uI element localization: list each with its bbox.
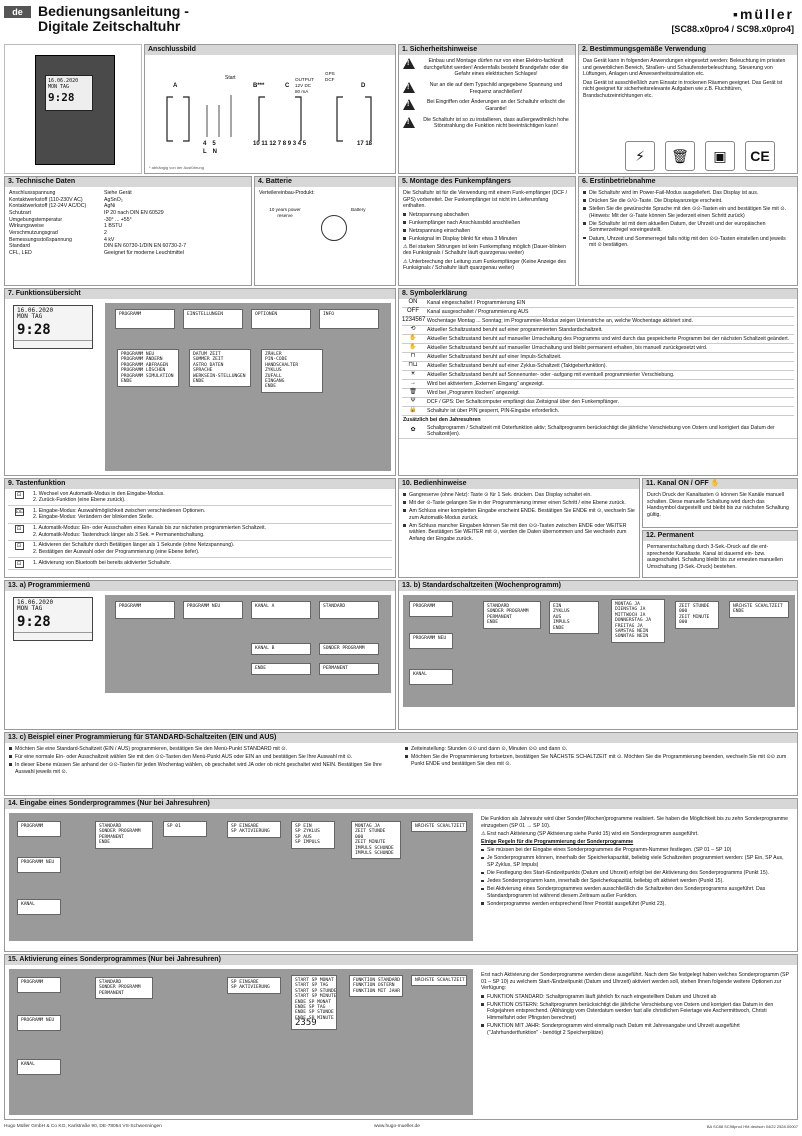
section-first-start: 6. Erstinbetriebnahme Die Schaltuhr wird im Power-Fail-Modus ausgeliefert. Das Display ist aus. Drücken Sie die ⊙/⊙-Taste. Die Displayanzeige erscheint. Stellen Sie die gewünschte Sprache mit den ⊙⊙-Tasten ein und bestätigen Sie mit ⊙. (Hinweis: Mit der ⊙-Taste können Sie jederzeit einen Schritt zurück) Die Schaltuhr ist mit dem aktuellen Datum, der Uhrzeit und der europäischen Sommerzeitregel voreingestellt. Datum, Uhrzeit und Sommerregel falls nötig mit den ⊙⊙-Tasten einstellen und jeweils mit ⊙ bestätigen.	[578, 176, 798, 286]
sp14-col1: STANDARD SONDER PROGRAMM PERMANENT ENDE	[95, 821, 153, 849]
tech-data-row: Anschlussspannung Siehe Gerät	[9, 190, 132, 196]
symbol-row: → Wird bei aktiviertem „Externen Eingang“ angezeigt.	[402, 380, 794, 389]
symbol-row: OFF Kanal ausgeschaltet / Programmierung AUS	[402, 308, 794, 317]
special-program-activation-title: 15. Aktivierung eines Sonderprogrammes (Nur bei Jahresuhren)	[5, 955, 797, 965]
electrician-warning-icon: ⚡	[625, 141, 655, 171]
sp14-col6: NÄCHSTE SCHALTZEIT	[411, 821, 467, 832]
sp14-col4: SP EIN SP ZYKLUS SP AUS SP IMPULS	[291, 821, 335, 849]
section-safety: 1. Sicherheitshinweise ! Einbau und Montage dürfen nur von einer Elektro-fachkraft durchgeführt werden! Andernfalls besteht Brandgefahr oder die Gefahr eines elektrischen Schlages! ! Nur an die auf dem Typschild angegebene Spannung und Frequenz anschließen! ! Bei Eingriffen oder Änderungen an der Schaltuhr erlischt die Garantie! ! Die Schaltuhr ist so zu installieren, dass außergewöhnlich hohe Störstrahlung die Funktion nicht beeinträchtigen kann!	[398, 44, 576, 174]
ce-mark-icon: CE	[745, 141, 775, 171]
warning-icon	[403, 82, 415, 93]
battery-label: Battery	[351, 207, 366, 212]
footer-web[interactable]: www.hugo-mueller.de	[374, 1124, 420, 1129]
symbol-row: 1234567 Wochentage Montag ... Sonntag; im Programmier-Modus zeigen Unterstriche an, welche Wochentage aktiviert sind.	[402, 317, 794, 326]
wiring-label-b: B***	[253, 83, 265, 89]
operating-notes-title: 10. Bedienhinweise	[399, 479, 639, 489]
hand-icon: ✋	[710, 480, 720, 487]
key-button-icon: ⊡	[8, 491, 30, 504]
key-function-row: ⊡ 1. Wechsel von Automatik-Modus in den Eingabe-Modus. 2. Zurück-Funktion (eine Ebene zurück).	[8, 489, 392, 506]
symbol-row: ⟲ Aktueller Schaltzustand beruht auf einer programmierten Standardschaltzeit.	[402, 326, 794, 335]
section-permanent: 12. Permanent Permanentschaltung durch 3-Sek.-Druck auf die ent-sprechende Kanaltaste. Kanal ist dauernd ein- bzw. ausgeschaltet. Schaltung bleibt bis zur erneuten manuellen Umschaltung (3-Sek.-Druck) bestehen.	[642, 530, 798, 578]
symbol-icon: ✋	[409, 344, 417, 351]
terminals-ln: L N	[203, 149, 218, 155]
first-start-title: 6. Erstinbetriebnahme	[579, 177, 797, 187]
tech-data-row: Standard DIN EN 60730-1/DIN EN 60730-2-7	[9, 243, 187, 250]
battery-caption: 10 years power reserve	[269, 207, 301, 218]
menu-programm: PROGRAMM	[115, 309, 175, 329]
key-functions-table	[5, 489, 395, 570]
special-program-input-title: 14. Eingabe eines Sonderprogrammes (Nur bei Jahresuhren)	[5, 799, 797, 809]
section-standard-times	[398, 580, 798, 730]
terminals-a: 4 5	[203, 141, 216, 147]
sp14-sp01: SP 01	[163, 821, 207, 837]
symbol-row: 🗑 Wird bei „Programm löschen“ angezeigt.	[402, 389, 794, 398]
symbol-row: ✋ Aktueller Schaltzustand beruht auf manueller Umschaltung und bleibt permanent erhalten, bis manuell zurückgesetzt wird.	[402, 344, 794, 353]
key-function-row: ⊡ 1. Aktivieren der Schaltuhr durch Betätigen länger als 1 Sekunde (ohne Netzspannung). 2. Bestätigen der Auswahl oder der Programmierung (eine Ebene tiefer).	[8, 541, 392, 558]
section-channel-on-off: 11. Kanal ON / OFF ✋ Durch Druck der Kanaltasten ⊙ können Sie Kanäle manuell schalten. Diese manuelle Schaltung wird durch das Handsymbol dargestellt und bleibt bis zur nächsten Schaltung gültig.	[642, 478, 798, 528]
menu-13a-kanal-b: KANAL B	[251, 643, 311, 655]
gps-label: GPS DCF	[325, 71, 335, 82]
section-battery: 4. Batterie Verteilereinbau-Produkt: 10 years power reserve Battery	[254, 176, 396, 286]
sp14-col3: SP EINGABE SP AKTIVIERUNG	[227, 821, 281, 838]
symbol-icon: 🔒	[409, 407, 417, 414]
wiring-label-c: C	[285, 83, 290, 89]
section-programming-example: 13. c) Beispiel einer Programmierung für STANDARD-Schaltzeiten (EIN und AUS) Möchten Sie eine Standard-Schaltzeit (EIN / AUS) programmieren, bestätigen Sie den Menü-Punkt STANDARD mit ⊙. Für eine normale Ein- oder Ausschaltzeit wählen Sie mit den ⊙⊙-Tasten den Menü-Punkt AUS oder EIN an und bestätigen Sie Ihre Auswahl mit ⊙. In dieser Ebene müssen Sie anhand der ⊙⊙-Tasten für jeden Wochentag wählen, ob geschaltet wird JA oder ob nicht geschaltet wird NEIN. Bestätigen Sie Ihre Auswahl jeweils mit ⊙. Zeiteinstellung: Stunden ⊙⊙ und dann ⊙, Minuten ⊙⊙ und dann ⊙. Möchten Sie die Programmierung fortsetzen, bestätigen Sie NÄCHSTE SCHALTZEIT mit ⊙. Möchten Sie die Programmierung beenden, wechseln Sie mit ⊙⊙ zum Punkt ENDE und bestätigen Sie dies mit ⊙.	[4, 732, 798, 796]
symbol-icon: OFF	[407, 308, 419, 315]
warning-icon	[403, 99, 415, 110]
symbols-title: 8. Symbolerklärung	[399, 289, 797, 299]
symbol-icon: ☀	[410, 371, 416, 378]
programming-example-title: 13. c) Beispiel einer Programmierung für STANDARD-Schaltzeiten (EIN und AUS)	[5, 733, 797, 743]
sp14-col5: MONTAG JA ZEIT STUNDE 000 ZEIT MINUTE IMPULS SCHUNDE IMPULS SCHUNDE	[351, 821, 401, 859]
sb-col5: NÄCHSTE SCHALTZEIT ENDE	[729, 601, 789, 618]
tech-data-row: Bemessungsstoßspannung 4 kV	[9, 236, 115, 243]
warning-icon	[403, 58, 415, 69]
tech-data-row: Wirkungsweise 1 BSTU	[9, 223, 123, 230]
key-function-row: ⊡ 1. Aktivierung von Bluetooth bei bereits aktivierter Schaltuhr.	[8, 558, 392, 570]
menu-info: INFO	[319, 309, 379, 329]
key-button-icon: ⊡	[8, 560, 30, 568]
key-button-icon: ⊡⊡	[15, 508, 24, 515]
symbol-icon: ⊓	[410, 353, 416, 360]
terminals-numbers: 10 11 12 7 8 9 3 4 5	[253, 141, 307, 147]
sb-col2: EIN ZYKLUS AUS IMPULS ENDE	[549, 601, 599, 634]
section-intended-use: 2. Bestimmungsgemäße Verwendung Das Gerät kann in folgenden Anwendungen eingesetzt werden: Beleuchtung im privaten und gewerblichen Bereich, Straßen- und Schaufensterbeleuchtung, Steuerung von Lüftungen, Anlagen und Anwesenheitssimulation etc. Das Gerät ist ausschließlich zum Einsatz in trockenen Räumen geeignet. Das Gerät ist nicht geeignet für sicherheitsrelevante Aufgaben wie z.B. Fluchttüren, Brandschutzeinrichtungen etc. ⚡ 🗑 ▣ CE	[578, 44, 798, 174]
sb-kanal: KANAL	[409, 669, 453, 685]
sb-col3: MONTAG JA DIENSTAG JA MITTWOCH JA DONNERSTAG JA FREITAG JA SAMSTAG NEIN SONNTAG NEIN	[611, 599, 665, 643]
sp14-kanal: KANAL	[17, 899, 61, 915]
symbol-row: ⊓⊔ Aktueller Schaltzustand beruht auf einer Zyklus-Schaltzeit (Taktgeberfunktion).	[402, 362, 794, 371]
symbol-icon: ⟲	[410, 326, 416, 333]
menu-optionen: OPTIONEN	[251, 309, 311, 329]
battery-title: 4. Batterie	[255, 177, 395, 187]
tech-data-row: CFL, LED Geeignet für moderne Leuchtmittel	[9, 249, 184, 256]
section-special-program-activation: 15. Aktivierung eines Sonderprogrammes (Nur bei Jahresuhren) PROGRAMM PROGRAMM NEU KANAL STANDARD SONDER PROGRAMM PERMANENT SP EINGABE SP AKTIVIERUNG START SP MONAT START SP TAG START SP STUNDE START SP MINUTE ENDE SP MONAT ENDE SP TAG ENDE SP STUNDE ENDE SP MINUTE 2359 FUNKTION STANDARD FUNKTION OSTERN FUNKTION MIT JAHR NÄCHSTE SCHALTZEIT Erst nach Aktivierung der Sonderprogramme werden diese ausgeführt. Nach dem Sie festgelegt haben welches Sonderprogramm (SP 01 – SP 10) zu welchem Start-/Endzeitpunkt (Datum und Uhrzeit) aktiviert werden soll, stehen Ihnen folgende weitere Optionen zur Verfügung: FUNKTION STANDARD: Schaltprogramm läuft jährlich fix nach eingestelltem Datum und Uhrzeit ab FUNKTION OSTERN: Schaltprogramm berücksichtigt die jährliche Verschiebung von Ostern und korrigiert das Datum in den Folgejahren entsprechend. (Abhängig vom Osterdatum werden fast alle christlichen Feiertage wie Aschermittwoch, Christi Himmelfahrt oder Pfingsten berechnet) FUNKTION MIT JAHR: Sonderprogramm wird einmalig nach Datum mit Jahresangabe und Uhrzeit ausgeführt ("Jahrhundertfunktion" - benötigt 2 Speicherplätze)	[4, 954, 798, 1120]
wiring-note: * abhängig von der Ausführung	[149, 165, 204, 170]
menu-13a-sonder: SONDER PROGRAMM	[319, 643, 379, 655]
footer-company: Hugo Müller GmbH & Co KG, Karlstraße 90, DE-78054 VS-Schwenningen	[4, 1124, 162, 1129]
sb-programm-neu: PROGRAMM NEU	[409, 633, 453, 649]
terminal-start: Start	[225, 75, 236, 81]
sp15-col2: SP EINGABE SP AKTIVIERUNG	[227, 977, 281, 994]
standard-times-title: 13. b) Standardschaltzeiten (Wochenprogramm)	[399, 581, 797, 591]
tech-data-row: Umgebungstemperatur -30° ... +55°	[9, 216, 132, 223]
symbols-table	[399, 299, 797, 416]
symbol-icon: ON	[408, 299, 418, 306]
brand-logo: ▪müller	[733, 6, 794, 22]
menu-13a-standard: STANDARD	[319, 601, 379, 619]
symbol-icon: Ψ	[410, 398, 416, 405]
symbol-icon: ✋	[409, 335, 417, 342]
symbol-row: ON Kanal eingeschaltet / Programmierung EIN	[402, 299, 794, 308]
page-header	[4, 4, 798, 40]
terminals-17-18: 17 18	[357, 141, 373, 147]
section-special-program-input: 14. Eingabe eines Sonderprogrammes (Nur bei Jahresuhren) PROGRAMM PROGRAMM NEU KANAL STANDARD SONDER PROGRAMM PERMANENT ENDE SP 01 SP EINGABE SP AKTIVIERUNG SP EIN SP ZYKLUS SP AUS SP IMPULS MONTAG JA ZEIT STUNDE 000 ZEIT MINUTE IMPULS SCHUNDE IMPULS SCHUNDE NÄCHSTE SCHALTZEIT Die Funktion als Jahresuhr wird über Sonder(Wochen)programme realisiert. Sie haben die Möglichkeit bis zu zehn Sonderprogramme einzugeben (SP 01 → SP 10). ⚠ Erst nach Aktivierung (SP Aktivierung siehe Punkt 15) wird ein Sonderprogramm ausgeführt. Einige Regeln für die Programmierung der Sonderprogramme Sie müssen bei der Eingabe eines Sonderprogrammes die Programm-Nummer festlegen. (SP 01 – SP 10) Je Sonderprogramm können, innerhalb der Speicherkapazität, beliebig viele Schaltzeiten programmiert werden: (SP Ein, SP Aus, SP Zyklus, SP Impuls) Die Festlegung des Start-/Endzeitpunkts (Datum und Uhrzeit) erfolgt bei der Aktivierung des Sonderprogramms (Punkt 15). Jedes Sonderprogramm kann, innerhalb der Speicherkapazität, beliebig oft aktiviert werden (Punkt 15). Bei Aktivierung eines Sonderprogrammes werden ausschließlich die Schaltzeiten des Sonderprogramms ausgeführt. Das Standardprogramm ist während diesem Zeitraum außer Funktion. Sonderprogramme werden entsprechend Ihrer Priorität ausgeführt (Punkt 23).	[4, 798, 798, 952]
sb-col1: STANDARD SONDER PROGRAMM PERMANENT ENDE	[483, 601, 541, 629]
section-function-overview	[4, 288, 396, 476]
battery-icon	[321, 215, 347, 241]
double-insulation-icon: ▣	[705, 141, 735, 171]
function-overview-title: 7. Funktionsübersicht	[5, 289, 395, 299]
symbol-icon: 🗑	[409, 389, 417, 396]
safety-title: 1. Sicherheitshinweise	[399, 45, 575, 55]
sb-col4: ZEIT STUNDE 000 ZEIT MINUTE 000	[675, 601, 719, 629]
tech-data-row: Kontaktwerkstoff (110-230V AC) AgSnO₂	[9, 196, 123, 203]
wiring-title: Anschlussbild	[145, 45, 395, 55]
radio-receiver-title: 5. Montage des Funkempfängers	[399, 177, 575, 187]
wiring-label-d: D	[361, 83, 366, 89]
lcd-display: 16.06.2020 MON TAG 9:28	[13, 305, 93, 349]
symbol-row: ⊓ Aktueller Schaltzustand beruht auf einer Impuls-Schaltzeit.	[402, 353, 794, 362]
tech-data-row: Verschmutzungsgrad 2	[9, 229, 107, 236]
symbol-row: Ψ DCF / GPS: Der Schaltcomputer empfängt das Zeitsignal über den Funkempfänger.	[402, 398, 794, 407]
device-photo: 16.06.2020 MON TAG 9:28	[4, 44, 142, 174]
section-symbols: 8. Symbolerklärung ON Kanal eingeschaltet / Programmierung EIN OFF Kanal ausgeschaltet / Programmierung AUS 1234567 Wochentage Montag ... Sonntag; im Programmier-Modus zeigen Unterstriche an, welche Wochentage aktiviert sind. ⟲ Aktueller Schaltzustand beruht auf einer programmierten Standardschaltzeit. ✋ Aktueller Schaltzustand beruht auf manueller Umschaltung des Programms und wird durch das gespeicherte Programm bei der nächsten Schaltzeit geändert. ✋ Aktueller Schaltzustand beruht auf manueller Umschaltung und bleibt permanent erhalten, bis manuell zurückgesetzt wird. ⊓ Aktueller Schaltzustand beruht auf einer Impuls-Schaltzeit. ⊓⊔ Aktueller Schaltzustand beruht auf einer Zyklus-Schaltzeit (Taktgeberfunktion). ☀ Aktueller Schaltzustand beruht auf Sonnenunter- oder -aufgang mit eventuell programmierter Verschiebung. → Wird bei aktiviertem „Externen Eingang“ angezeigt. 🗑 Wird bei „Programm löschen“ angezeigt. Ψ DCF / GPS: Der Schaltcomputer empfängt das Zeitsignal über den Funkempfänger. 🔒 Schaltuhr ist über PIN gesperrt, PIN-Eingabe erforderlich. Zusätzlich bei den Jahresuhren ✿ Schaltprogramm / Schaltzeit mit Osterfunktion aktiv; Schaltprogramm berücksichtigt die jährliche Verschiebung von Ostern und korrigiert das Datum der Schaltzeit(en).	[398, 288, 798, 476]
section-technical-data	[4, 176, 252, 286]
symbol-row: ✋ Aktueller Schaltzustand beruht auf manueller Umschaltung des Programms und wird durch das gespeicherte Programm bei der nächsten Schaltzeit geändert.	[402, 335, 794, 344]
intended-use-title: 2. Bestimmungsgemäße Verwendung	[579, 45, 797, 55]
menu-13a-permanent: PERMANENT	[319, 663, 379, 675]
sp15-col3: START SP MONAT START SP TAG START SP STUNDE START SP MINUTE ENDE SP MONAT ENDE SP TAG ENDE SP STUNDE ENDE SP MINUTE 2359	[291, 975, 337, 1030]
sp15-col5: NÄCHSTE SCHALTZEIT	[411, 975, 467, 986]
menu-13a-ende: ENDE	[251, 663, 311, 675]
sp15-kanal: KANAL	[17, 1059, 61, 1075]
key-button-icon: ⊡	[8, 525, 30, 538]
model-numbers: [SC88.x0pro4 / SC98.x0pro4]	[671, 24, 794, 34]
menu-einstellungen: EINSTELLUNGEN	[183, 309, 243, 329]
easter-icon: ✿	[410, 427, 416, 434]
warning-icon	[403, 117, 415, 128]
channel-on-off-title: 11. Kanal ON / OFF ✋	[643, 479, 797, 489]
sp15-col4: FUNKTION STANDARD FUNKTION OSTERN FUNKTION MIT JAHR	[349, 975, 403, 997]
symbol-row: ☀ Aktueller Schaltzustand beruht auf Sonnenunter- oder -aufgang mit eventuell programmierter Verschiebung.	[402, 371, 794, 380]
section-radio-receiver: 5. Montage des Funkempfängers Die Schaltuhr ist für die Verwendung mit einem Funk-empfänger (DCF / GPS) vorbereitet. Der Funkempfänger ist nicht im Lieferumfang enthalten. Netzspannung abschalten Funkempfänger nach Anschlussbild anschließen Netzspannung einschalten Funksignal im Display blinkt für etwa 3 Minuten ⚠ Bei starken Störungen ist kein Funkempfang möglich (Dauer-blinken des Funksignals / Schaltuhr läuft quarzgenau weiter) ⚠ Unterbrechung der Leitung zum Funkempfänger (Keine Anzeige des Funksignals / Schaltuhr läuft quarzgenau weiter)	[398, 176, 576, 286]
key-functions-title: 9. Tastenfunktion	[5, 479, 395, 489]
submenu-einstellungen: DATUM ZEIT SOMMER ZEIT ASTRO DATEN SPRACHE WERKSEIN-STELLUNGEN ENDE	[189, 349, 251, 387]
key-button-icon: ⊡	[8, 542, 30, 555]
symbol-icon: →	[410, 380, 416, 387]
programming-menu-title: 13. a) Programmiermenü	[5, 581, 395, 591]
permanent-title: 12. Permanent	[643, 531, 797, 541]
sb-programm: PROGRAMM	[409, 601, 453, 617]
symbol-row: 🔒 Schaltuhr ist über PIN gesperrt, PIN-Eingabe erforderlich.	[402, 407, 794, 416]
tech-data-table	[5, 187, 251, 260]
submenu-optionen: ZÄHLER PIN-CODE HANDSCHALTER ZYKLUS ZUFALL EINGANG ENDE	[261, 349, 323, 393]
section-programming-menu	[4, 580, 396, 730]
key-function-row: ⊡ 1. Automatik-Modus: Ein- oder Ausschalten eines Kanals bis zur nächsten programmierten Schaltzeit. 2. Automatik-Modus: Tastendruck länger als 3 Sek. = Permanentschaltung.	[8, 524, 392, 541]
menu-13a-kanal-a: KANAL A	[251, 601, 311, 619]
wiring-label-a: A	[173, 83, 178, 89]
menu-13a-programm: PROGRAMM	[115, 601, 175, 619]
weee-disposal-icon: 🗑	[665, 141, 695, 171]
footer-doc: BA SC88 SC98pro4 HM deutsch 04/22 2528.00007	[706, 1124, 798, 1129]
wiring-diagram	[145, 55, 395, 173]
language-badge: de	[4, 6, 31, 18]
lcd-display-13a: 16.06.2020 MON TAG 9:28	[13, 597, 93, 641]
symbol-icon: 1234567	[402, 317, 426, 324]
key-function-row: ⊡⊡ 1. Eingabe-Modus: Auswahlmöglichkeit zwischen verschiedenen Optionen. 2. Eingabe-Modus: Verändern der blinkenden Stelle.	[8, 506, 392, 523]
output-label: OUTPUT 12V DC 80 mA	[295, 77, 314, 94]
sp14-programm-neu: PROGRAMM NEU	[17, 857, 61, 873]
document-title: Bedienungsanleitung - Digitale Zeitschaltuhr	[38, 3, 189, 34]
submenu-programm: PROGRAMM NEU PROGRAMM ÄNDERN PROGRAMM ABFRAGEN PROGRAMM LÖSCHEN PROGRAMM SIMULATION ENDE	[117, 349, 179, 387]
sp14-programm: PROGRAMM	[17, 821, 61, 837]
tech-data-row: Kontaktwerkstoff (12-24V AC/DC) AgNi	[9, 203, 116, 210]
wiring-diagram-section	[144, 44, 396, 174]
section-operating-notes: 10. Bedienhinweise Gangreserve (ohne Netz): Taste ⊙ für 1 Sek. drücken. Das Display schaltet ein. Mit der ⊙-Taste gelangen Sie in der Programmierung immer einen Schritt / eine Ebene zurück. Am Schluss einer kompletten Eingabe erscheint ENDE. Bestätigen Sie ENDE mit ⊙, wechseln Sie zum Automatik-Modus zurück. Am Schluss mancher Eingaben können Sie mit den ⊙⊙-Tasten zwischen ENDE oder WEITER wählen. Bestätigen Sie WEITER mit ⊙, werden die Daten übernommen und Sie wechseln zum Anfang der Eingabe zurück.	[398, 478, 640, 578]
sp15-programm: PROGRAMM	[17, 977, 61, 993]
symbol-icon: ⊓⊔	[408, 362, 418, 369]
sp15-col1: STANDARD SONDER PROGRAMM PERMANENT	[95, 977, 153, 999]
tech-data-title: 3. Technische Daten	[5, 177, 251, 187]
menu-13a-programm-neu: PROGRAMM NEU	[183, 601, 243, 619]
sp15-programm-neu: PROGRAMM NEU	[17, 1015, 61, 1031]
section-key-functions	[4, 478, 396, 578]
tech-data-row: Schutzart IP 20 nach DIN EN 60529	[9, 209, 164, 216]
